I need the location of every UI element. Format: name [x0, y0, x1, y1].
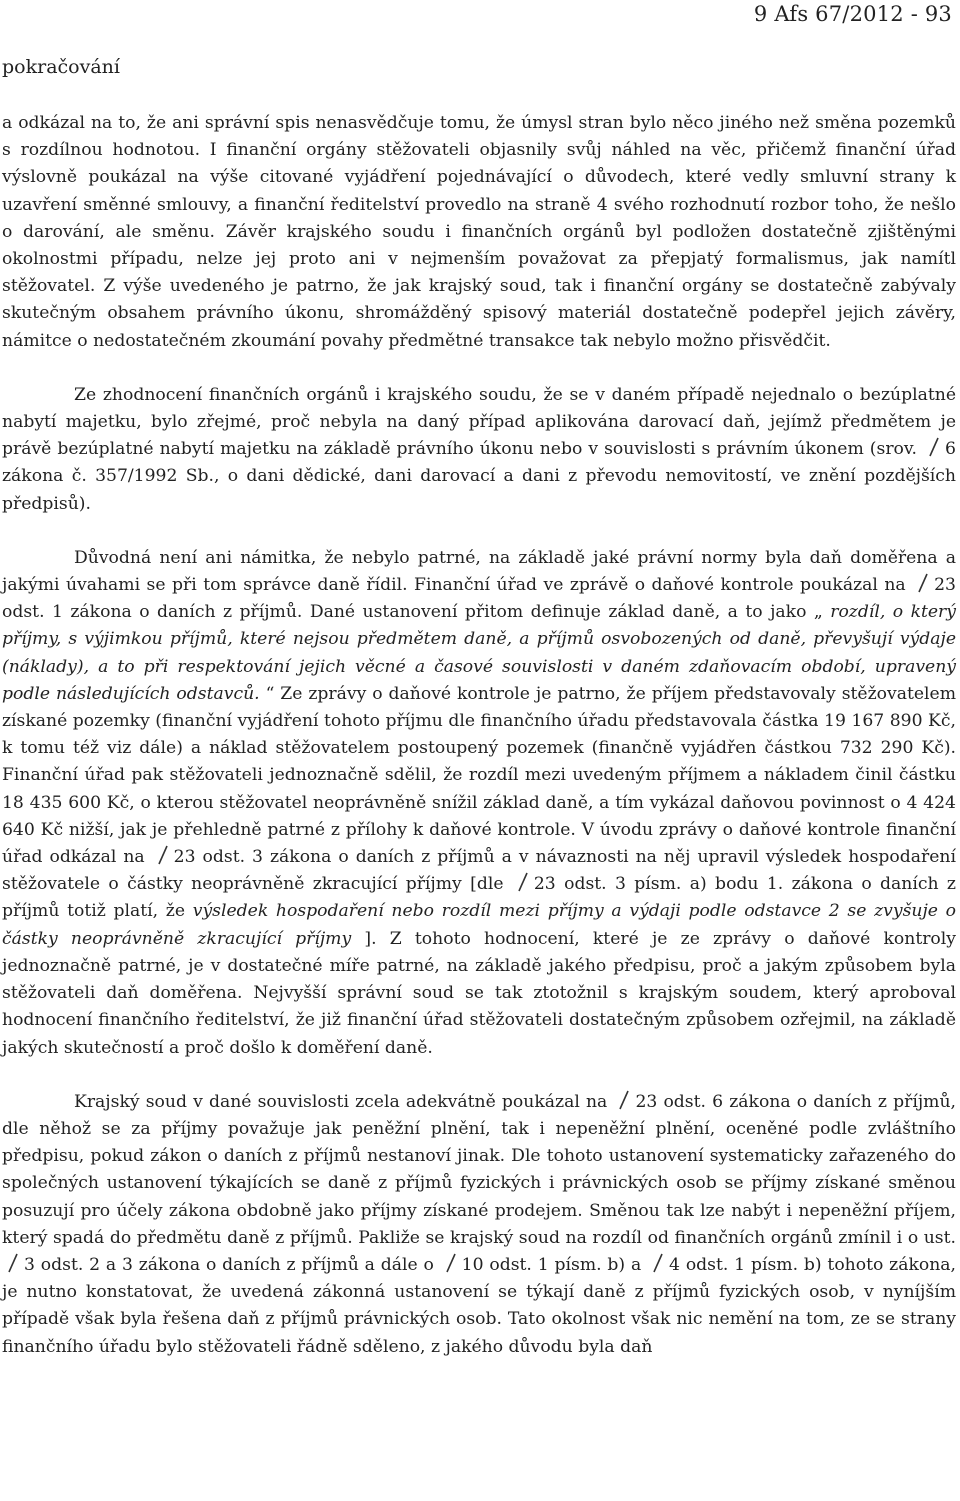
section-sign-icon — [616, 1089, 632, 1111]
section-sign-icon — [515, 871, 531, 893]
text-run: 4 odst. 1 písm. b) tohoto zákona, je nutno konstatovat, že uvedená zákonná ustanovení se týkají daně z příjmů fyzických osob, v nyníjším případě však byla řešena daň z příjmů právnických osob. Tato okolnost však nic nemění na tom, ze se strany finančního úřadu bylo stěžovateli řádně sděleno, z jakého důvodu byla daň — [2, 1254, 957, 1357]
paragraph-2 — [2, 382, 956, 518]
paragraph-3 — [2, 545, 956, 1062]
text-run: ]. Z tohoto hodnocení, které je ze zprávy o daňové kontroly jednoznačně patrné, je v dostatečné míře patrné, na základě jakého předpisu, proč a jakým způsobem byla stěžovateli daň doměřena. Nejvyšší správní soud se tak ztotožnil s krajským soudem, který aproboval hodnocení finančního ředitelství, že již finanční úřad stěžovateli dostatečným způsobem ozřejmil, na základě jakých skutečností a proč došlo k doměření daně. — [2, 928, 956, 1058]
text-run: 23 odst. 3 písm. a) bodu 1. zákona o daních z příjmů totiž platí, že — [2, 874, 956, 922]
section-sign-icon — [5, 1252, 21, 1274]
continuation-label: pokračování — [2, 56, 120, 78]
text-run: 23 odst. 1 zákona o daních z příjmů. Dané ustanovení přitom definuje základ daně, a to jako „ — [2, 575, 956, 623]
section-sign-icon — [443, 1252, 459, 1274]
text-run: 23 odst. 6 zákona o daních z příjmů, dle něhož se za příjmy považuje jak peněžní plnění, tak i nepeněžní plnění, oceněné podle zvláštního předpisu, pokud zákon o daních z příjmů nestanoví jinak. Dle tohoto ustanovení systematicky zařazeného do společných ustanovení týkajících se daně z příjmů fyzických i právnických osob se příjmy získané směnou posuzují pro účely zákona obdobně jako příjmy získané prodejem. Směnou tak lze nabýt i nepeněžní příjem, který spadá do předmětu daně z příjmů. Pakliže se krajský soud na rozdíl od finančních orgánů zmínil i o ust. — [2, 1091, 956, 1248]
section-sign-icon — [155, 844, 171, 866]
text-run: 3 odst. 2 a 3 zákona o daních z příjmů a dále o — [24, 1254, 434, 1275]
case-number-header: 9 Afs 67/2012 - 93 — [753, 2, 952, 26]
text-run: a odkázal na to, že ani správní spis nenasvědčuje tomu, že úmysl stran bylo něco jiného než směna pozemků s rozdílnou hodnotou. I finanční orgány stěžovateli objasnily svůj náhled na věc, přičemž finanční úřad výslovně poukázal na výše citované vyjádření pojednávající o důvodech, které vedly smluvní strany k uzavření směnné smlouvy, a finanční ředitelství provedlo na straně 4 svého rozhodnutí rozbor toho, že nešlo o darování, ale směnu. Závěr krajského soudu i finančních orgánů byl podložen dostatečně zjištěnými okolnostmi případu, nelze jej proto ani v nejmenším považovat za přepjatý formalismus, jak namítl stěžovatel. Z výše uvedeného je patrno, že jak krajský soud, tak i finanční orgány se dostatečně zabývaly skutečným obsahem právního úkonu, shromážděný spisový materiál dostatečně podepřel jejich závěry, námitce o nedostatečném zkoumání povahy předmětné transakce tak nebylo možno přisvědčit. — [2, 113, 956, 351]
text-run: Krajský soud v dané souvislosti zcela adekvátně poukázal na — [74, 1091, 608, 1112]
text-run: 10 odst. 1 písm. b) a — [461, 1254, 642, 1275]
section-sign-icon — [915, 572, 931, 594]
text-run: Důvodná není ani námitka, že nebylo patrné, na základě jaké právní normy byla daň doměřena a jakými úvahami se při tom správce daně řídil. Finanční úřad ve zprávě o daňové kontrole poukázal na — [2, 547, 956, 596]
text-run: “ Ze zprávy o daňové kontrole je patrno, že příjem představovaly stěžovatelem získané pozemky (finanční vyjádření tohoto příjmu dle finančního úřadu představovala částka 19 167 890 Kč, k tomu též viz dále) a náklad stěžovatelem postoupený pozemek (finančně vyjádřen částkou 732 290 Kč). Finanční úřad pak stěžovateli jednoznačně sdělil, že rozdíl mezi uvedeným příjmem a nákladem činil částku 18 435 600 Kč, o kterou stěžovatel neoprávněně snížil základ daně, a tím vykázal daňovou povinnost o 4 424 640 Kč nižší, jak je přehledně patrné z přílohy k daňové kontrole. V úvodu zprávy o daňové kontrole finanční úřad odkázal na — [2, 683, 957, 868]
quoted-statute-text: rozdíl, o který příjmy, s výjimkou příjmů, které nejsou předmětem daně, a příjmů osvobozených od daně, převyšují výdaje (náklady), a to při respektování jejich věcné a časové souvislosti v daném zdaňovacím období, upravený podle následujících odstavců. — [2, 602, 956, 704]
document-body — [2, 110, 956, 1361]
text-run: 6 zákona č. 357/1992 Sb., o dani dědické, dani darovací a dani z převodu nemovitostí, ve znění pozdějších předpisů). — [2, 439, 956, 514]
quoted-statute-text: výsledek hospodaření nebo rozdíl mezi příjmy a výdaji podle odstavce 2 se zvyšuje o částky neoprávněně zkracující příjmy — [2, 901, 956, 949]
section-sign-icon — [926, 436, 942, 458]
text-run: Ze zhodnocení finančních orgánů i krajského soudu, že se v daném případě nejednalo o bezúplatné nabytí majetku, bylo zřejmé, proč nebyla na daný případ aplikována darovací daň, jejímž předmětem je právě bezúplatné nabytí majetku na základě právního úkonu nebo v souvislosti s právním úkonem (srov. — [2, 384, 956, 460]
paragraph-1 — [2, 110, 956, 355]
text-run: 23 odst. 3 zákona o daních z příjmů a v návaznosti na něj upravil výsledek hospodaření stěžovatele o částky neoprávněně zkracující příjmy [dle — [2, 847, 956, 895]
paragraph-4 — [2, 1089, 956, 1361]
section-sign-icon — [650, 1252, 666, 1274]
